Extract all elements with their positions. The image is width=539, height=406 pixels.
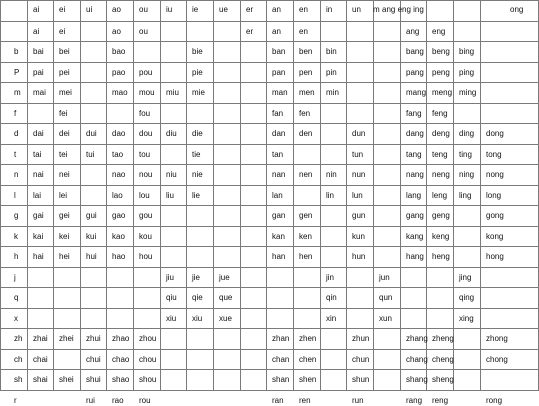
syllable-cell: fang	[406, 109, 422, 118]
syllable-cell: zhan	[272, 334, 290, 343]
syllable-cell: rong	[486, 396, 503, 405]
initial-cell: b	[14, 47, 19, 56]
syllable-cell: ban	[272, 47, 286, 56]
syllable-cell: shei	[59, 375, 74, 384]
syllable-cell: qing	[459, 293, 475, 302]
syllable-cell: chui	[86, 355, 101, 364]
syllable-cell: hen	[299, 252, 313, 261]
header-cell: ei	[59, 5, 66, 14]
syllable-cell: gui	[86, 211, 97, 220]
initial-cell: h	[14, 252, 19, 261]
header-cell: ong	[510, 5, 524, 14]
header-cell: ai	[33, 5, 40, 14]
syllable-cell: zhai	[33, 334, 48, 343]
syllable-cell: qin	[326, 293, 337, 302]
syllable-cell: keng	[432, 232, 450, 241]
syllable-cell: nang	[406, 170, 424, 179]
syllable-cell: ren	[299, 396, 311, 405]
syllable-cell: xing	[459, 314, 474, 323]
syllable-cell: dun	[352, 129, 366, 138]
syllable-cell: chai	[33, 355, 48, 364]
syllable-cell: xiu	[166, 314, 177, 323]
initial-cell: g	[14, 211, 19, 220]
syllable-cell: cheng	[432, 355, 454, 364]
syllable-cell: tong	[486, 150, 502, 159]
syllable-cell: gao	[112, 211, 126, 220]
syllable-cell: zhun	[352, 334, 370, 343]
initial-cell: zh	[14, 334, 23, 343]
syllable-cell: diu	[166, 129, 177, 138]
syllable-cell: kun	[352, 232, 365, 241]
syllable-cell: hang	[406, 252, 424, 261]
syllable-cell: zhao	[112, 334, 130, 343]
syllable-cell: xun	[379, 314, 392, 323]
syllable-cell: shun	[352, 375, 370, 384]
syllable-cell: gei	[59, 211, 70, 220]
syllable-cell: men	[299, 88, 315, 97]
syllable-cell: qun	[379, 293, 393, 302]
syllable-cell: hei	[59, 252, 70, 261]
syllable-cell: pen	[299, 68, 313, 77]
syllable-cell: neng	[432, 170, 450, 179]
syllable-cell: dui	[86, 129, 97, 138]
syllable-cell: tun	[352, 150, 364, 159]
syllable-cell: ting	[459, 150, 472, 159]
header-cell: en	[299, 5, 308, 14]
syllable-cell: dao	[112, 129, 126, 138]
syllable-cell: sheng	[432, 375, 454, 384]
header-cell: un	[352, 5, 361, 14]
initial-cell: r	[14, 396, 17, 405]
syllable-cell: beng	[432, 47, 450, 56]
syllable-cell: rui	[86, 396, 95, 405]
syllable-cell: xiu	[192, 314, 203, 323]
syllable-cell: chao	[112, 355, 130, 364]
syllable-cell: pei	[59, 68, 70, 77]
syllable-cell: kui	[86, 232, 97, 241]
syllable-cell: kai	[33, 232, 44, 241]
syllable-cell: reng	[432, 396, 449, 405]
syllable-cell: chen	[299, 355, 317, 364]
syllable-cell: lun	[352, 191, 363, 200]
syllable-cell: tang	[406, 150, 422, 159]
syllable-cell: chan	[272, 355, 290, 364]
syllable-cell: kao	[112, 232, 125, 241]
syllable-cell: dai	[33, 129, 44, 138]
syllable-cell: pou	[139, 68, 153, 77]
initial-cell: n	[14, 170, 19, 179]
syllable-cell: shao	[112, 375, 130, 384]
syllable-cell: lan	[272, 191, 283, 200]
syllable-cell: ben	[299, 47, 313, 56]
syllable-cell: gun	[352, 211, 366, 220]
syllable-cell: ken	[299, 232, 312, 241]
syllable-cell: ao	[112, 27, 121, 36]
syllable-cell: que	[219, 293, 233, 302]
syllable-cell: lang	[406, 191, 422, 200]
syllable-cell: chun	[352, 355, 370, 364]
syllable-cell: kong	[486, 232, 504, 241]
syllable-cell: feng	[432, 109, 448, 118]
initial-cell: j	[14, 273, 16, 282]
syllable-cell: an	[272, 27, 281, 36]
syllable-cell: rao	[112, 396, 124, 405]
syllable-cell: bai	[33, 47, 44, 56]
syllable-cell: qiu	[166, 293, 177, 302]
syllable-cell: shou	[139, 375, 157, 384]
syllable-cell: zhong	[486, 334, 508, 343]
syllable-cell: shan	[272, 375, 290, 384]
syllable-cell: lou	[139, 191, 150, 200]
syllable-cell: miu	[166, 88, 179, 97]
syllable-cell: nan	[272, 170, 286, 179]
syllable-cell: fou	[139, 109, 151, 118]
initial-cell: P	[14, 68, 20, 77]
syllable-cell: zheng	[432, 334, 454, 343]
syllable-cell: hai	[33, 252, 44, 261]
syllable-cell: han	[272, 252, 286, 261]
syllable-cell: pie	[192, 68, 203, 77]
header-cell: ang eng ing	[382, 5, 424, 14]
syllable-cell: gou	[139, 211, 153, 220]
syllable-cell: zhang	[406, 334, 428, 343]
syllable-cell: hong	[486, 252, 504, 261]
syllable-cell: pao	[112, 68, 126, 77]
syllable-cell: bing	[459, 47, 475, 56]
syllable-cell: mao	[112, 88, 128, 97]
header-cell: ui	[86, 5, 93, 14]
syllable-cell: tei	[59, 150, 68, 159]
syllable-cell: ei	[59, 27, 66, 36]
syllable-cell: ai	[33, 27, 40, 36]
syllable-cell: zhou	[139, 334, 157, 343]
syllable-cell: shai	[33, 375, 48, 384]
syllable-cell: die	[192, 129, 203, 138]
syllable-cell: lie	[192, 191, 201, 200]
syllable-cell: pai	[33, 68, 44, 77]
syllable-cell: xin	[326, 314, 337, 323]
initial-cell: ch	[14, 355, 23, 364]
syllable-cell: tan	[272, 150, 284, 159]
syllable-cell: jun	[379, 273, 390, 282]
initial-cell: m	[14, 88, 21, 97]
syllable-cell: pang	[406, 68, 424, 77]
syllable-cell: mang	[406, 88, 427, 97]
initial-cell: f	[14, 109, 17, 118]
header-cell: iu	[166, 5, 173, 14]
header-cell: er	[246, 5, 254, 14]
syllable-cell: bang	[406, 47, 424, 56]
syllable-cell: bao	[112, 47, 126, 56]
syllable-cell: nin	[326, 170, 337, 179]
syllable-cell: bei	[59, 47, 70, 56]
syllable-cell: mai	[33, 88, 46, 97]
syllable-cell: pan	[272, 68, 286, 77]
header-cell: ou	[139, 5, 148, 14]
syllable-cell: rang	[406, 396, 423, 405]
syllable-cell: bin	[326, 47, 337, 56]
syllable-cell: gan	[272, 211, 286, 220]
syllable-cell: den	[299, 129, 313, 138]
syllable-cell: run	[352, 396, 364, 405]
syllable-cell: nong	[486, 170, 504, 179]
initial-cell: q	[14, 293, 19, 302]
syllable-cell: liu	[166, 191, 175, 200]
syllable-cell: hao	[112, 252, 126, 261]
syllable-cell: eng	[432, 27, 446, 36]
header-cell: in	[326, 5, 333, 14]
syllable-cell: nao	[112, 170, 126, 179]
syllable-cell: qie	[192, 293, 203, 302]
syllable-cell: shui	[86, 375, 101, 384]
syllable-cell: hou	[139, 252, 153, 261]
syllable-cell: dei	[59, 129, 70, 138]
syllable-cell: tao	[112, 150, 124, 159]
syllable-cell: jing	[459, 273, 472, 282]
syllable-cell: mie	[192, 88, 205, 97]
syllable-cell: min	[326, 88, 339, 97]
initial-cell: d	[14, 129, 19, 138]
syllable-cell: ran	[272, 396, 284, 405]
syllable-cell: meng	[432, 88, 453, 97]
syllable-cell: nei	[59, 170, 70, 179]
syllable-cell: tou	[139, 150, 151, 159]
syllable-cell: lei	[59, 191, 68, 200]
syllable-cell: zhei	[59, 334, 74, 343]
syllable-cell: man	[272, 88, 288, 97]
syllable-cell: chou	[139, 355, 157, 364]
syllable-cell: nun	[352, 170, 366, 179]
syllable-cell: deng	[432, 129, 450, 138]
syllable-cell: nen	[299, 170, 313, 179]
syllable-cell: lai	[33, 191, 42, 200]
syllable-cell: nai	[33, 170, 44, 179]
syllable-cell: long	[486, 191, 502, 200]
syllable-cell: fen	[299, 109, 311, 118]
syllable-cell: tai	[33, 150, 42, 159]
syllable-cell: zhen	[299, 334, 317, 343]
syllable-cell: mou	[139, 88, 155, 97]
syllable-cell: shen	[299, 375, 317, 384]
syllable-cell: fan	[272, 109, 284, 118]
syllable-cell: geng	[432, 211, 450, 220]
syllable-cell: leng	[432, 191, 448, 200]
syllable-cell: peng	[432, 68, 450, 77]
header-cell: ao	[112, 5, 121, 14]
syllable-cell: zhui	[86, 334, 101, 343]
syllable-cell: ping	[459, 68, 475, 77]
syllable-cell: ou	[139, 27, 148, 36]
syllable-cell: chang	[406, 355, 428, 364]
syllable-cell: mei	[59, 88, 72, 97]
syllable-cell: ning	[459, 170, 475, 179]
syllable-cell: jue	[219, 273, 230, 282]
syllable-cell: nou	[139, 170, 153, 179]
header-cell: an	[272, 5, 281, 14]
syllable-cell: fei	[59, 109, 68, 118]
syllable-cell: tui	[86, 150, 95, 159]
syllable-cell: tie	[192, 150, 201, 159]
syllable-cell: xue	[219, 314, 232, 323]
initial-cell: t	[14, 150, 17, 159]
syllable-cell: lao	[112, 191, 123, 200]
initial-cell: sh	[14, 375, 23, 384]
initial-cell: k	[14, 232, 18, 241]
syllable-cell: ling	[459, 191, 472, 200]
syllable-cell: jie	[192, 273, 201, 282]
syllable-cell: gai	[33, 211, 44, 220]
syllable-cell: gong	[486, 211, 504, 220]
header-cell: m	[373, 5, 380, 14]
syllable-cell: dou	[139, 129, 153, 138]
syllable-cell: dan	[272, 129, 286, 138]
syllable-cell: en	[299, 27, 308, 36]
syllable-cell: niu	[166, 170, 177, 179]
syllable-cell: teng	[432, 150, 448, 159]
initial-cell: x	[14, 314, 18, 323]
syllable-cell: heng	[432, 252, 450, 261]
syllable-cell: ding	[459, 129, 475, 138]
syllable-cell: dang	[406, 129, 424, 138]
syllable-cell: hui	[86, 252, 97, 261]
header-cell: ue	[219, 5, 228, 14]
syllable-cell: lin	[326, 191, 335, 200]
syllable-cell: kei	[59, 232, 70, 241]
syllable-cell: shang	[406, 375, 428, 384]
syllable-cell: hun	[352, 252, 366, 261]
syllable-cell: dong	[486, 129, 504, 138]
syllable-cell: kou	[139, 232, 152, 241]
syllable-cell: bie	[192, 47, 203, 56]
syllable-cell: ming	[459, 88, 477, 97]
syllable-cell: jiu	[166, 273, 175, 282]
syllable-cell: rou	[139, 396, 151, 405]
syllable-cell: kang	[406, 232, 424, 241]
syllable-cell: jin	[326, 273, 335, 282]
syllable-cell: gang	[406, 211, 424, 220]
initial-cell: l	[14, 191, 16, 200]
syllable-cell: gen	[299, 211, 313, 220]
syllable-cell: pin	[326, 68, 337, 77]
syllable-cell: chong	[486, 355, 508, 364]
header-cell: ie	[192, 5, 199, 14]
syllable-cell: ang	[406, 27, 420, 36]
syllable-cell: er	[246, 27, 254, 36]
syllable-cell: kan	[272, 232, 285, 241]
syllable-cell: nie	[192, 170, 203, 179]
